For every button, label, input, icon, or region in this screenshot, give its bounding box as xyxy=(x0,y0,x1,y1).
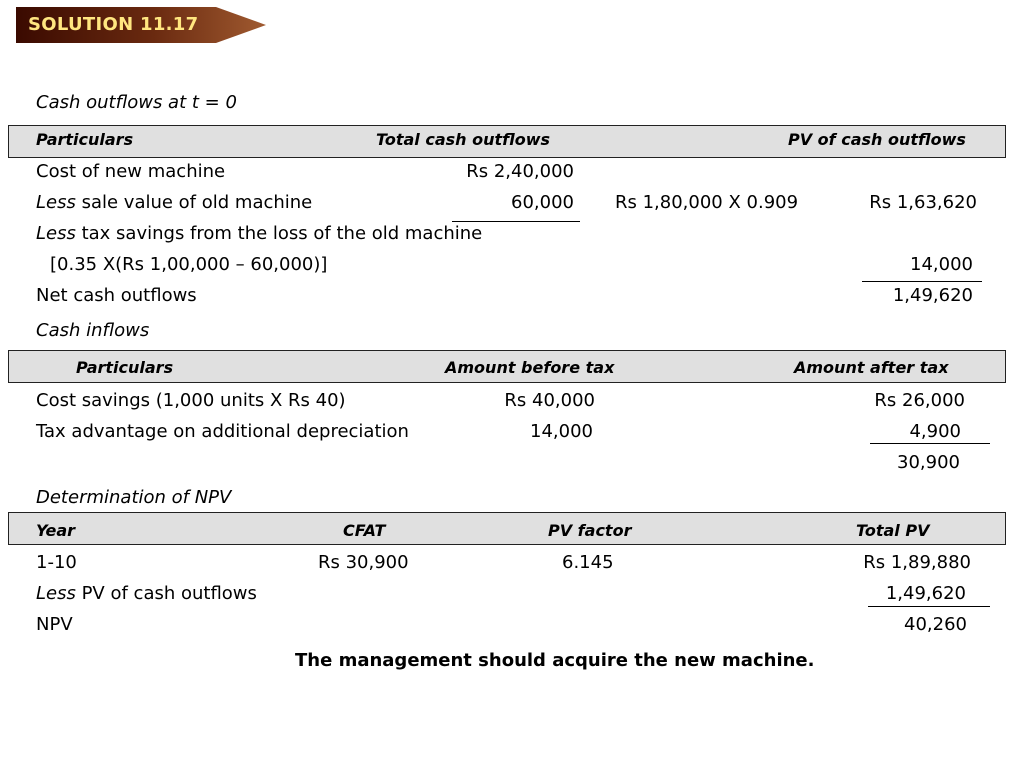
outflows-header-total: Total cash outflows xyxy=(376,130,551,149)
inflows-row-after: Rs 26,000 xyxy=(874,390,965,411)
outflows-row-label: Less tax savings from the loss of the old machine xyxy=(36,223,483,244)
inflows-total: 30,900 xyxy=(897,452,960,473)
inflows-header-before: Amount before tax xyxy=(445,358,615,377)
outflows-row-label: Net cash outflows xyxy=(36,285,197,306)
outflows-row-label: Cost of new machine xyxy=(36,161,226,182)
inflows-row-label: Cost savings (1,000 units X Rs 40) xyxy=(36,390,346,411)
npv-row-label: NPV xyxy=(36,614,73,635)
underline xyxy=(862,281,982,282)
outflows-row-pv: Rs 1,63,620 xyxy=(869,192,977,213)
conclusion: The management should acquire the new machine. xyxy=(295,650,815,671)
npv-title: Determination of NPV xyxy=(36,487,232,508)
outflows-header-pv: PV of cash outflows xyxy=(788,130,966,149)
npv-row-factor: 6.145 xyxy=(562,552,614,573)
npv-row-label: Less PV of cash outflows xyxy=(36,583,257,604)
underline xyxy=(868,606,990,607)
outflows-row-label: [0.35 X(Rs 1,00,000 – 60,000)] xyxy=(50,254,328,275)
inflows-row-before: Rs 40,000 xyxy=(504,390,595,411)
inflows-row-after: 4,900 xyxy=(909,421,961,442)
npv-header-cfat: CFAT xyxy=(343,521,386,540)
inflows-header-particulars: Particulars xyxy=(76,358,174,377)
npv-row-total: 1,49,620 xyxy=(885,583,966,604)
npv-result: 40,260 xyxy=(904,614,967,635)
underline xyxy=(870,443,990,444)
npv-row-cfat: Rs 30,900 xyxy=(318,552,409,573)
inflows-row-label: Tax advantage on additional depreciation xyxy=(36,421,409,442)
npv-header-year: Year xyxy=(36,521,76,540)
outflows-header-particulars: Particulars xyxy=(36,130,134,149)
outflows-row-pv: 14,000 xyxy=(910,254,973,275)
outflows-row-calc: Rs 1,80,000 X 0.909 xyxy=(615,192,799,213)
outflows-row-pv: 1,49,620 xyxy=(892,285,973,306)
inflows-header-after: Amount after tax xyxy=(794,358,949,377)
inflows-title: Cash inflows xyxy=(36,320,150,341)
outflows-row-total: 60,000 xyxy=(511,192,574,213)
npv-row-year: 1-10 xyxy=(36,552,77,573)
npv-header-pvfactor: PV factor xyxy=(548,521,632,540)
outflows-title: Cash outflows at t = 0 xyxy=(36,92,237,113)
npv-header-totalpv: Total PV xyxy=(856,521,930,540)
inflows-row-before: 14,000 xyxy=(530,421,593,442)
outflows-row-label: Less sale value of old machine xyxy=(36,192,313,213)
underline xyxy=(452,221,580,222)
npv-row-total: Rs 1,89,880 xyxy=(863,552,971,573)
solution-title: SOLUTION 11.17 xyxy=(28,14,199,35)
outflows-row-total: Rs 2,40,000 xyxy=(466,161,574,182)
